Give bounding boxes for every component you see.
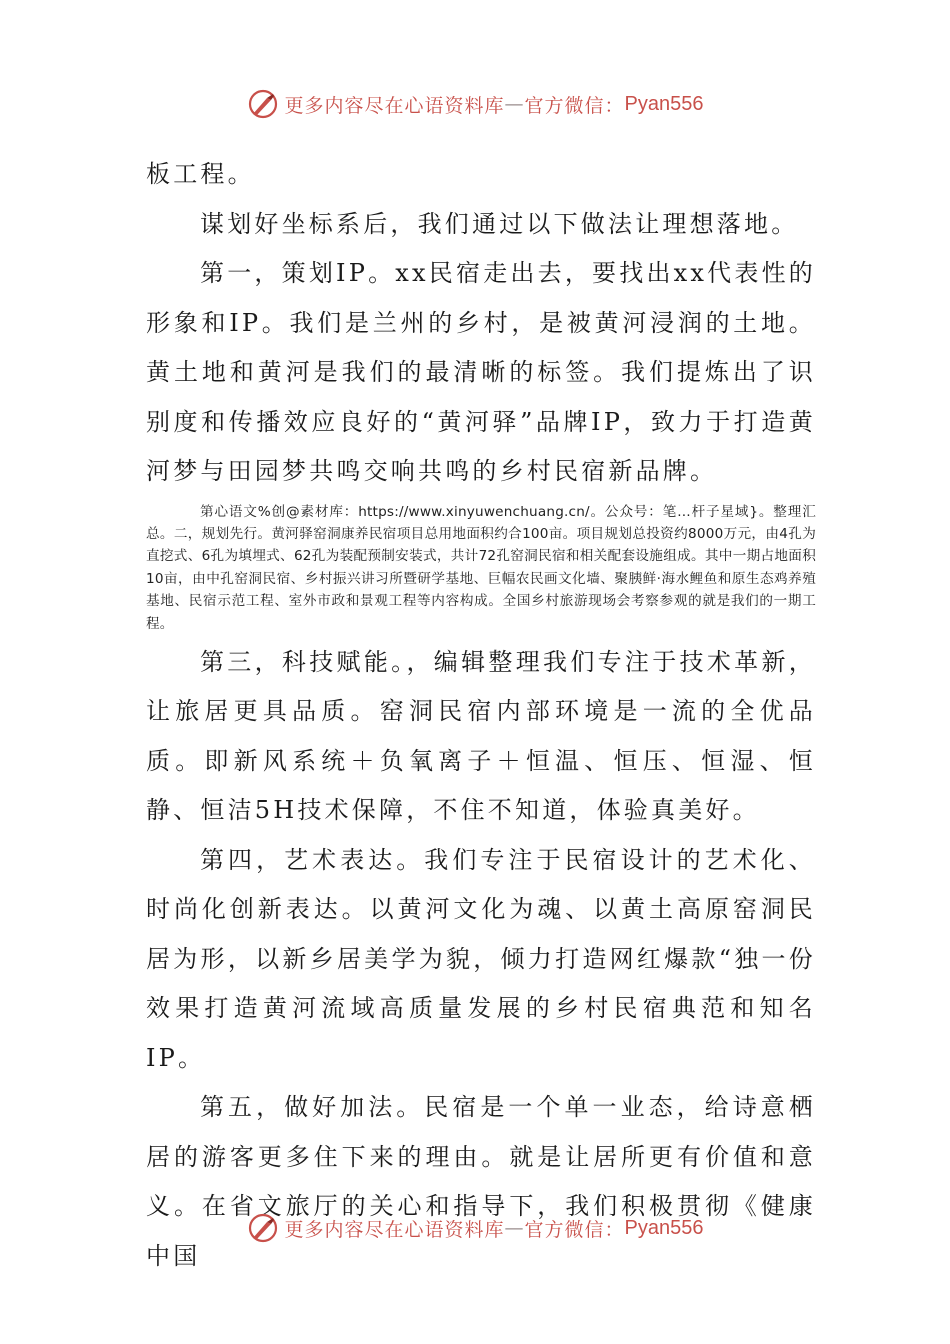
watermark-wechat-label: 官方微信：: [524, 1218, 625, 1241]
header-watermark: [0, 84, 950, 124]
watermark-account: Pyan556: [624, 1216, 704, 1239]
paragraph-fourth-art: 第四，艺术表达。我们专注于民宿设计的艺术化、时尚化创新表达。以黄河文化为魂、以黄土高原窑洞民居为形，以新乡居美学为貌，倾力打造网红爆款“独一份效果打造黄河流域高质量发展的乡村民宿典范和知名IP。: [146, 845, 816, 1072]
pen-nib-circle-icon: [247, 88, 279, 120]
watermark-site-name: 更多内容尽在心语资料库: [284, 94, 505, 117]
pen-nib-circle-icon: [247, 1212, 279, 1244]
watermark-site-name: 更多内容尽在心语资料库: [284, 1218, 505, 1241]
paragraph-first-ip: 第一，策划IP。xx民宿走出去，要找出xx代表性的形象和IP。我们是兰州的乡村，是被黄河浸润的土地。黄土地和黄河是我们的最清晰的标签。我们提炼出了识别度和传播效应良好的“黄河驿”品牌IP，致力于打造黄河梦与田园梦共鸣交响共鸣的乡村民宿新品牌。: [146, 259, 816, 485]
paragraph-third-technology: 第三，科技赋能。，编辑整理我们专注于技术革新，让旅居更具品质。窑洞民宿内部环境是一流的全优品质。即新风系统＋负氧离子＋恒温、恒压、恒湿、恒静、恒洁5H技术保障，不住不知道，体验真美好。: [146, 647, 816, 825]
footer-watermark: [0, 1208, 950, 1248]
document-body: [146, 150, 816, 1281]
watermark-wechat-label: 官方微信：: [524, 94, 625, 117]
watermark-account: Pyan556: [624, 92, 704, 115]
paragraph-second-planning: 第心语文%创@素材库：https://www.xinyuwenchuang.cn/。公众号：笔…杆子星域}。整理汇总。二，规划先行。黄河驿窑洞康养民宿项目总用地面积约合100亩。项目规划总投资约8000万元，由4孔为直挖式、6孔为填埋式、62孔为装配预制安装式，共计72孔窑洞民宿和相关配套设施组成。其中一期占地面积10亩，由中孔窑洞民宿、乡村振兴讲习所暨研学基地、巨幅农民画文化墙、聚胰鲜·海水鲤鱼和原生态鸡养殖基地、民宿示范工程、室外市政和景观工程等内容构成。全国乡村旅游现场会考察参观的就是我们的一期工程。: [146, 503, 816, 632]
paragraph-continuation: 板工程。: [146, 160, 255, 188]
watermark-separator: —: [504, 1217, 525, 1239]
paragraph-intro: 谋划好坐标系后，我们通过以下做法让理想落地。: [200, 209, 799, 238]
paragraph-fifth-addition: 第五，做好加法。民宿是一个单一业态，给诗意栖居的游客更多住下来的理由。就是让居所更有价值和意义。在省文旅厅的关心和指导下，我们积极贯彻《健康中国: [146, 1093, 816, 1270]
watermark-separator: —: [504, 93, 525, 115]
